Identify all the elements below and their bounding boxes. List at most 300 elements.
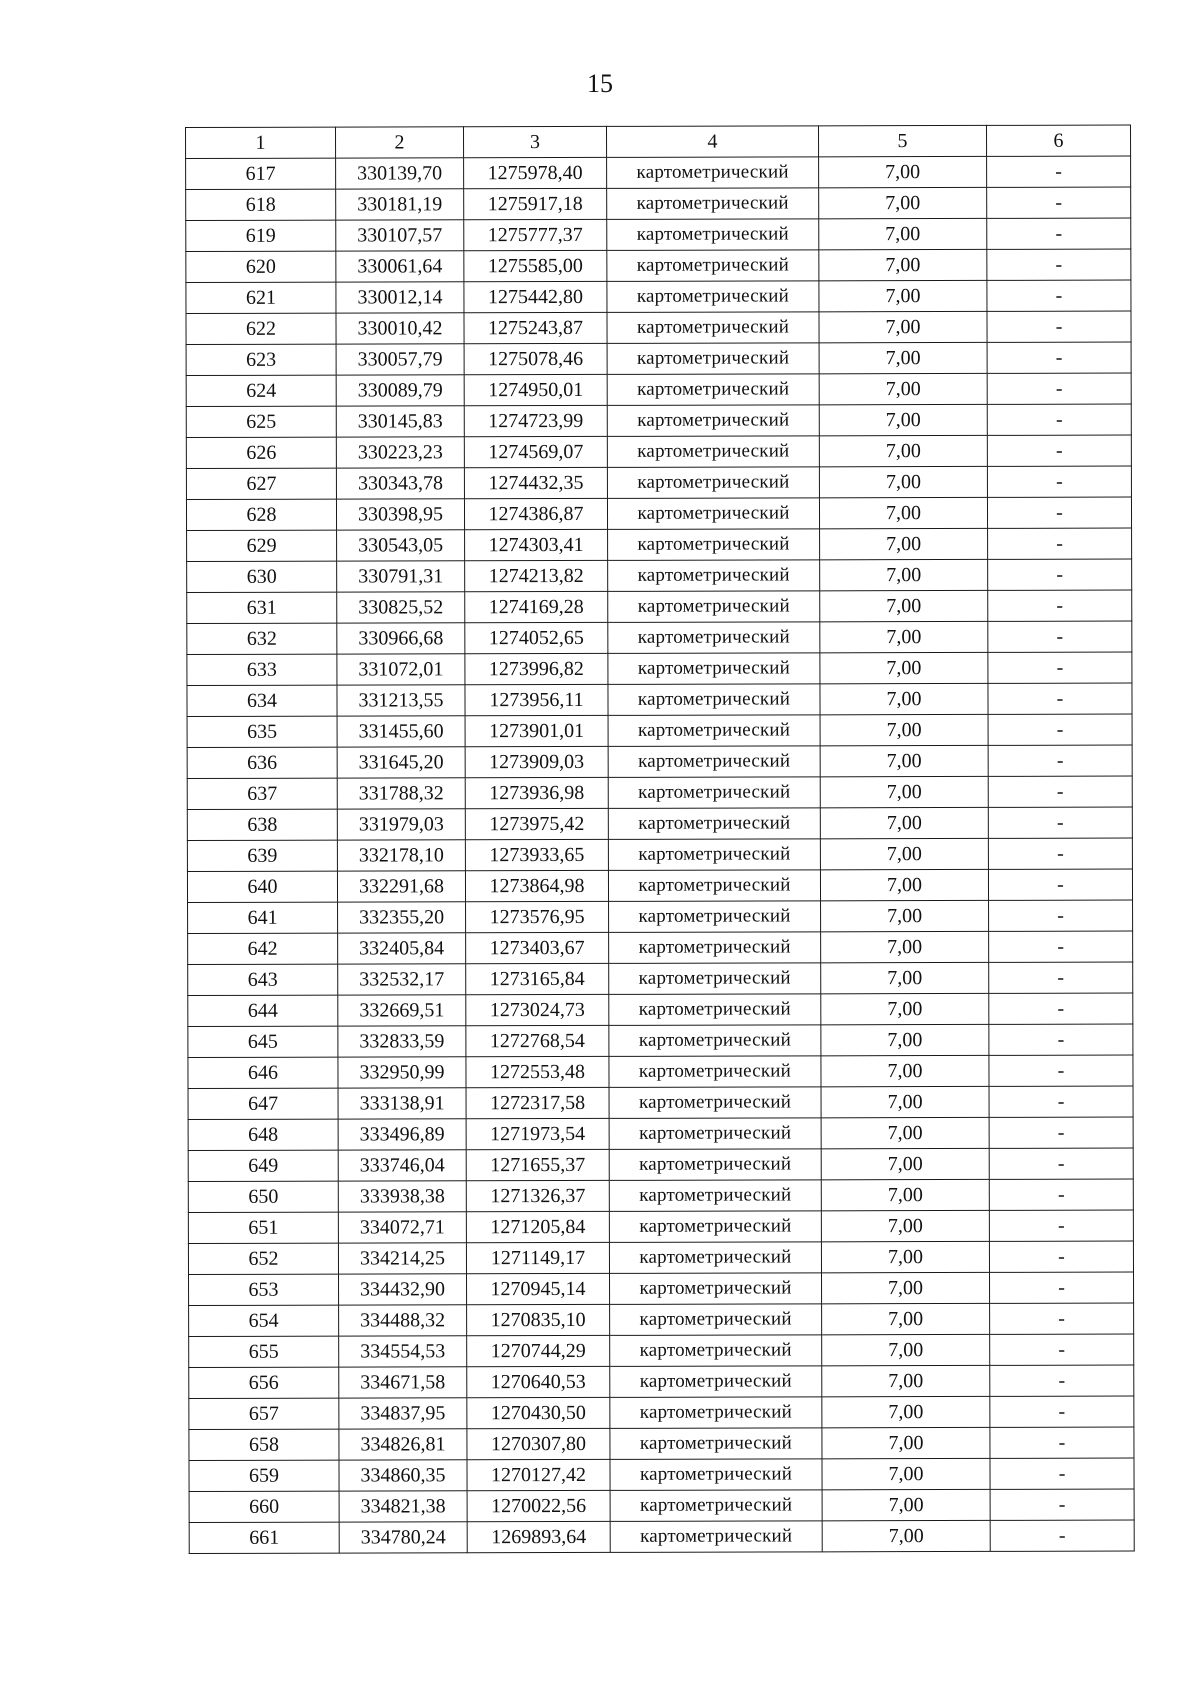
note-cell: - <box>988 590 1132 621</box>
method-cell: картометрический <box>609 994 821 1026</box>
table-row <box>186 404 1131 437</box>
x-coordinate-cell: 331072,01 <box>337 654 465 685</box>
table-row <box>189 1489 1134 1522</box>
accuracy-cell: 7,00 <box>821 931 989 962</box>
point-number-cell: 660 <box>189 1491 339 1522</box>
x-coordinate-cell: 330966,68 <box>337 623 465 654</box>
x-coordinate-cell: 333938,38 <box>338 1181 466 1212</box>
method-cell: картометрический <box>609 1118 821 1150</box>
point-number-cell: 630 <box>187 561 337 592</box>
y-coordinate-cell: 1273933,65 <box>465 839 608 870</box>
accuracy-cell: 7,00 <box>819 435 987 466</box>
point-number-cell: 646 <box>188 1057 338 1088</box>
x-coordinate-cell: 332178,10 <box>337 840 465 871</box>
accuracy-cell: 7,00 <box>820 776 988 807</box>
method-cell: картометрический <box>609 1211 821 1243</box>
y-coordinate-cell: 1270640,53 <box>467 1366 610 1397</box>
table-row <box>188 931 1133 964</box>
y-coordinate-cell: 1270835,10 <box>467 1304 610 1335</box>
accuracy-cell: 7,00 <box>822 1427 990 1458</box>
x-coordinate-cell: 334837,95 <box>339 1398 467 1429</box>
accuracy-cell: 7,00 <box>820 869 988 900</box>
accuracy-cell: 7,00 <box>819 497 987 528</box>
accuracy-cell: 7,00 <box>819 187 987 218</box>
table-body <box>186 156 1135 1553</box>
method-cell: картометрический <box>610 1521 822 1553</box>
x-coordinate-cell: 330223,23 <box>336 437 464 468</box>
method-cell: картометрический <box>608 684 820 716</box>
accuracy-cell: 7,00 <box>819 249 987 280</box>
method-cell: картометрический <box>609 901 821 933</box>
x-coordinate-cell: 332532,17 <box>338 964 466 995</box>
table-row <box>189 1458 1134 1491</box>
x-coordinate-cell: 332355,20 <box>338 902 466 933</box>
accuracy-cell: 7,00 <box>819 218 987 249</box>
point-number-cell: 620 <box>186 251 336 282</box>
header-cell-col1: 1 <box>186 127 336 158</box>
y-coordinate-cell: 1273024,73 <box>466 994 609 1025</box>
note-cell: - <box>987 280 1131 311</box>
x-coordinate-cell: 330145,83 <box>336 406 464 437</box>
note-cell: - <box>989 962 1133 993</box>
point-number-cell: 638 <box>187 809 337 840</box>
point-number-cell: 661 <box>189 1522 339 1553</box>
note-cell: - <box>988 807 1132 838</box>
table-row <box>186 311 1131 344</box>
point-number-cell: 653 <box>189 1274 339 1305</box>
note-cell: - <box>989 1210 1133 1241</box>
point-number-cell: 657 <box>189 1398 339 1429</box>
x-coordinate-cell: 330012,14 <box>336 282 464 313</box>
method-cell: картометрический <box>607 188 819 220</box>
header-row <box>186 125 1131 158</box>
method-cell: картометрический <box>607 467 819 499</box>
table-row <box>187 807 1132 840</box>
accuracy-cell: 7,00 <box>821 1024 989 1055</box>
x-coordinate-cell: 331213,55 <box>337 685 465 716</box>
table-row <box>189 1272 1134 1305</box>
x-coordinate-cell: 330057,79 <box>336 344 464 375</box>
point-number-cell: 652 <box>188 1243 338 1274</box>
table-row <box>187 528 1132 561</box>
x-coordinate-cell: 334072,71 <box>338 1212 466 1243</box>
x-coordinate-cell: 334554,53 <box>339 1336 467 1367</box>
table-row <box>186 218 1131 251</box>
y-coordinate-cell: 1273403,67 <box>466 932 609 963</box>
accuracy-cell: 7,00 <box>820 714 988 745</box>
point-number-cell: 655 <box>189 1336 339 1367</box>
point-number-cell: 642 <box>188 933 338 964</box>
note-cell: - <box>989 931 1133 962</box>
method-cell: картометрический <box>607 219 819 251</box>
point-number-cell: 627 <box>186 468 336 499</box>
note-cell: - <box>989 993 1133 1024</box>
point-number-cell: 644 <box>188 995 338 1026</box>
y-coordinate-cell: 1271326,37 <box>466 1180 609 1211</box>
method-cell: картометрический <box>607 498 819 530</box>
point-number-cell: 651 <box>188 1212 338 1243</box>
table-row <box>188 993 1133 1026</box>
table-row <box>187 621 1132 654</box>
table-row <box>187 559 1132 592</box>
accuracy-cell: 7,00 <box>821 1148 989 1179</box>
note-cell: - <box>989 1148 1133 1179</box>
accuracy-cell: 7,00 <box>820 652 988 683</box>
method-cell: картометрический <box>608 529 820 561</box>
point-number-cell: 624 <box>186 375 336 406</box>
table-row <box>188 1117 1133 1150</box>
y-coordinate-cell: 1270307,80 <box>467 1428 610 1459</box>
y-coordinate-cell: 1270945,14 <box>467 1273 610 1304</box>
table-row <box>188 1210 1133 1243</box>
table-row <box>187 590 1132 623</box>
y-coordinate-cell: 1270744,29 <box>467 1335 610 1366</box>
method-cell: картометрический <box>610 1397 822 1429</box>
accuracy-cell: 7,00 <box>819 466 987 497</box>
header-cell-col3: 3 <box>464 126 607 157</box>
y-coordinate-cell: 1273936,98 <box>465 777 608 808</box>
y-coordinate-cell: 1273576,95 <box>466 901 609 932</box>
x-coordinate-cell: 332291,68 <box>337 871 465 902</box>
header-cell-col2: 2 <box>336 127 464 158</box>
accuracy-cell: 7,00 <box>820 590 988 621</box>
point-number-cell: 632 <box>187 623 337 654</box>
header-cell-col5: 5 <box>818 125 986 156</box>
method-cell: картометрический <box>609 1087 821 1119</box>
y-coordinate-cell: 1274569,07 <box>464 436 607 467</box>
note-cell: - <box>988 559 1132 590</box>
note-cell: - <box>989 1241 1133 1272</box>
method-cell: картометрический <box>609 1056 821 1088</box>
y-coordinate-cell: 1275078,46 <box>464 343 607 374</box>
point-number-cell: 637 <box>187 778 337 809</box>
method-cell: картометрический <box>608 808 820 840</box>
point-number-cell: 623 <box>186 344 336 375</box>
y-coordinate-cell: 1272768,54 <box>466 1025 609 1056</box>
method-cell: картометрический <box>608 839 820 871</box>
method-cell: картометрический <box>610 1273 822 1305</box>
x-coordinate-cell: 334432,90 <box>339 1274 467 1305</box>
point-number-cell: 636 <box>187 747 337 778</box>
point-number-cell: 658 <box>189 1429 339 1460</box>
page-number: 15 <box>587 69 613 98</box>
x-coordinate-cell: 334671,58 <box>339 1367 467 1398</box>
point-number-cell: 640 <box>187 871 337 902</box>
note-cell: - <box>990 1396 1134 1427</box>
method-cell: картометрический <box>607 436 819 468</box>
table-row <box>187 869 1132 902</box>
y-coordinate-cell: 1270127,42 <box>467 1459 610 1490</box>
note-cell: - <box>987 218 1131 249</box>
coordinates-table <box>185 125 1135 1554</box>
note-cell: - <box>988 621 1132 652</box>
point-number-cell: 631 <box>187 592 337 623</box>
point-number-cell: 650 <box>188 1181 338 1212</box>
method-cell: картометрический <box>608 591 820 623</box>
method-cell: картометрический <box>607 250 819 282</box>
method-cell: картометрический <box>609 1180 821 1212</box>
y-coordinate-cell: 1273864,98 <box>465 870 608 901</box>
accuracy-cell: 7,00 <box>821 962 989 993</box>
y-coordinate-cell: 1273909,03 <box>465 746 608 777</box>
y-coordinate-cell: 1273996,82 <box>465 653 608 684</box>
table-header <box>186 125 1131 158</box>
point-number-cell: 639 <box>187 840 337 871</box>
method-cell: картометрический <box>608 715 820 747</box>
accuracy-cell: 7,00 <box>822 1396 990 1427</box>
y-coordinate-cell: 1274432,35 <box>464 467 607 498</box>
method-cell: картометрический <box>607 157 819 189</box>
x-coordinate-cell: 332833,59 <box>338 1026 466 1057</box>
table-row <box>186 466 1131 499</box>
table-row <box>189 1427 1134 1460</box>
y-coordinate-cell: 1275585,00 <box>464 250 607 281</box>
x-coordinate-cell: 330791,31 <box>337 561 465 592</box>
table-row <box>189 1520 1134 1553</box>
accuracy-cell: 7,00 <box>822 1458 990 1489</box>
point-number-cell: 621 <box>186 282 336 313</box>
y-coordinate-cell: 1275442,80 <box>464 281 607 312</box>
note-cell: - <box>989 900 1133 931</box>
x-coordinate-cell: 331788,32 <box>337 778 465 809</box>
y-coordinate-cell: 1274386,87 <box>464 498 607 529</box>
table-row <box>188 900 1133 933</box>
point-number-cell: 634 <box>187 685 337 716</box>
method-cell: картометрический <box>608 746 820 778</box>
method-cell: картометрический <box>609 1242 821 1274</box>
y-coordinate-cell: 1270430,50 <box>467 1397 610 1428</box>
note-cell: - <box>988 714 1132 745</box>
accuracy-cell: 7,00 <box>821 1179 989 1210</box>
method-cell: картометрический <box>610 1304 822 1336</box>
point-number-cell: 654 <box>189 1305 339 1336</box>
y-coordinate-cell: 1271655,37 <box>466 1149 609 1180</box>
table-row <box>187 838 1132 871</box>
accuracy-cell: 7,00 <box>822 1334 990 1365</box>
note-cell: - <box>988 528 1132 559</box>
accuracy-cell: 7,00 <box>821 1055 989 1086</box>
note-cell: - <box>990 1458 1134 1489</box>
table-row <box>188 1024 1133 1057</box>
method-cell: картометрический <box>607 281 819 313</box>
y-coordinate-cell: 1272553,48 <box>466 1056 609 1087</box>
point-number-cell: 622 <box>186 313 336 344</box>
accuracy-cell: 7,00 <box>821 993 989 1024</box>
point-number-cell: 619 <box>186 220 336 251</box>
method-cell: картометрический <box>607 405 819 437</box>
y-coordinate-cell: 1271149,17 <box>466 1242 609 1273</box>
point-number-cell: 641 <box>188 902 338 933</box>
table-row <box>189 1334 1134 1367</box>
table-row <box>188 1179 1133 1212</box>
note-cell: - <box>987 466 1131 497</box>
accuracy-cell: 7,00 <box>820 683 988 714</box>
note-cell: - <box>987 373 1131 404</box>
table-row <box>186 280 1131 313</box>
point-number-cell: 618 <box>186 189 336 220</box>
note-cell: - <box>989 1024 1133 1055</box>
x-coordinate-cell: 330398,95 <box>336 499 464 530</box>
table-row <box>189 1365 1134 1398</box>
method-cell: картометрический <box>610 1428 822 1460</box>
note-cell: - <box>990 1365 1134 1396</box>
accuracy-cell: 7,00 <box>822 1365 990 1396</box>
accuracy-cell: 7,00 <box>822 1303 990 1334</box>
point-number-cell: 645 <box>188 1026 338 1057</box>
table-row <box>186 156 1131 189</box>
x-coordinate-cell: 331645,20 <box>337 747 465 778</box>
point-number-cell: 648 <box>188 1119 338 1150</box>
y-coordinate-cell: 1271205,84 <box>466 1211 609 1242</box>
accuracy-cell: 7,00 <box>821 1117 989 1148</box>
accuracy-cell: 7,00 <box>820 559 988 590</box>
method-cell: картометрический <box>608 560 820 592</box>
x-coordinate-cell: 332405,84 <box>338 933 466 964</box>
y-coordinate-cell: 1274723,99 <box>464 405 607 436</box>
accuracy-cell: 7,00 <box>822 1520 990 1551</box>
table-row <box>186 373 1131 406</box>
x-coordinate-cell: 331979,03 <box>337 809 465 840</box>
x-coordinate-cell: 330343,78 <box>336 468 464 499</box>
method-cell: картометрический <box>610 1490 822 1522</box>
accuracy-cell: 7,00 <box>822 1489 990 1520</box>
note-cell: - <box>988 776 1132 807</box>
y-coordinate-cell: 1269893,64 <box>467 1521 610 1552</box>
table-row <box>188 1055 1133 1088</box>
method-cell: картометрический <box>610 1366 822 1398</box>
accuracy-cell: 7,00 <box>819 280 987 311</box>
point-number-cell: 635 <box>187 716 337 747</box>
y-coordinate-cell: 1275243,87 <box>464 312 607 343</box>
x-coordinate-cell: 334488,32 <box>339 1305 467 1336</box>
note-cell: - <box>987 435 1131 466</box>
point-number-cell: 647 <box>188 1088 338 1119</box>
point-number-cell: 625 <box>186 406 336 437</box>
x-coordinate-cell: 330825,52 <box>337 592 465 623</box>
note-cell: - <box>990 1334 1134 1365</box>
table-row <box>187 745 1132 778</box>
y-coordinate-cell: 1273165,84 <box>466 963 609 994</box>
method-cell: картометрический <box>608 653 820 685</box>
table-row <box>186 187 1131 220</box>
y-coordinate-cell: 1273901,01 <box>465 715 608 746</box>
y-coordinate-cell: 1270022,56 <box>467 1490 610 1521</box>
note-cell: - <box>988 869 1132 900</box>
point-number-cell: 643 <box>188 964 338 995</box>
note-cell: - <box>990 1427 1134 1458</box>
y-coordinate-cell: 1274950,01 <box>464 374 607 405</box>
accuracy-cell: 7,00 <box>819 342 987 373</box>
note-cell: - <box>987 342 1131 373</box>
note-cell: - <box>987 187 1131 218</box>
point-number-cell: 659 <box>189 1460 339 1491</box>
method-cell: картометрический <box>609 1025 821 1057</box>
y-coordinate-cell: 1272317,58 <box>466 1087 609 1118</box>
accuracy-cell: 7,00 <box>820 838 988 869</box>
x-coordinate-cell: 330010,42 <box>336 313 464 344</box>
accuracy-cell: 7,00 <box>820 528 988 559</box>
y-coordinate-cell: 1275777,37 <box>464 219 607 250</box>
method-cell: картометрический <box>608 777 820 809</box>
x-coordinate-cell: 333746,04 <box>338 1150 466 1181</box>
table-row <box>186 249 1131 282</box>
point-number-cell: 656 <box>189 1367 339 1398</box>
accuracy-cell: 7,00 <box>819 373 987 404</box>
note-cell: - <box>988 838 1132 869</box>
note-cell: - <box>987 404 1131 435</box>
y-coordinate-cell: 1274169,28 <box>465 591 608 622</box>
x-coordinate-cell: 330139,70 <box>336 158 464 189</box>
accuracy-cell: 7,00 <box>819 156 987 187</box>
x-coordinate-cell: 332950,99 <box>338 1057 466 1088</box>
note-cell: - <box>988 683 1132 714</box>
method-cell: картометрический <box>609 1149 821 1181</box>
method-cell: картометрический <box>607 374 819 406</box>
x-coordinate-cell: 334214,25 <box>338 1243 466 1274</box>
note-cell: - <box>990 1520 1134 1551</box>
table-row <box>187 776 1132 809</box>
note-cell: - <box>988 652 1132 683</box>
accuracy-cell: 7,00 <box>821 1086 989 1117</box>
point-number-cell: 629 <box>187 530 337 561</box>
method-cell: картометрический <box>610 1459 822 1491</box>
x-coordinate-cell: 330181,19 <box>336 189 464 220</box>
table-row <box>188 1086 1133 1119</box>
method-cell: картометрический <box>610 1335 822 1367</box>
accuracy-cell: 7,00 <box>820 621 988 652</box>
x-coordinate-cell: 330089,79 <box>336 375 464 406</box>
x-coordinate-cell: 330543,05 <box>337 530 465 561</box>
table-row <box>186 497 1131 530</box>
x-coordinate-cell: 331455,60 <box>337 716 465 747</box>
note-cell: - <box>989 1086 1133 1117</box>
note-cell: - <box>990 1489 1134 1520</box>
table-row <box>189 1396 1134 1429</box>
y-coordinate-cell: 1273975,42 <box>465 808 608 839</box>
point-number-cell: 649 <box>188 1150 338 1181</box>
note-cell: - <box>990 1272 1134 1303</box>
table-row <box>187 714 1132 747</box>
note-cell: - <box>987 249 1131 280</box>
y-coordinate-cell: 1271973,54 <box>466 1118 609 1149</box>
note-cell: - <box>988 745 1132 776</box>
method-cell: картометрический <box>607 343 819 375</box>
accuracy-cell: 7,00 <box>819 404 987 435</box>
table-row <box>188 1241 1133 1274</box>
y-coordinate-cell: 1273956,11 <box>465 684 608 715</box>
table-row <box>186 435 1131 468</box>
x-coordinate-cell: 330107,57 <box>336 220 464 251</box>
y-coordinate-cell: 1274213,82 <box>465 560 608 591</box>
table-row <box>189 1303 1134 1336</box>
method-cell: картометрический <box>609 932 821 964</box>
note-cell: - <box>989 1179 1133 1210</box>
note-cell: - <box>987 156 1131 187</box>
y-coordinate-cell: 1274052,65 <box>465 622 608 653</box>
table-row <box>188 962 1133 995</box>
point-number-cell: 617 <box>186 158 336 189</box>
method-cell: картометрический <box>608 622 820 654</box>
note-cell: - <box>989 1055 1133 1086</box>
x-coordinate-cell: 330061,64 <box>336 251 464 282</box>
note-cell: - <box>989 1117 1133 1148</box>
x-coordinate-cell: 332669,51 <box>338 995 466 1026</box>
point-number-cell: 628 <box>186 499 336 530</box>
note-cell: - <box>987 497 1131 528</box>
table-row <box>187 652 1132 685</box>
x-coordinate-cell: 334821,38 <box>339 1491 467 1522</box>
accuracy-cell: 7,00 <box>821 1241 989 1272</box>
